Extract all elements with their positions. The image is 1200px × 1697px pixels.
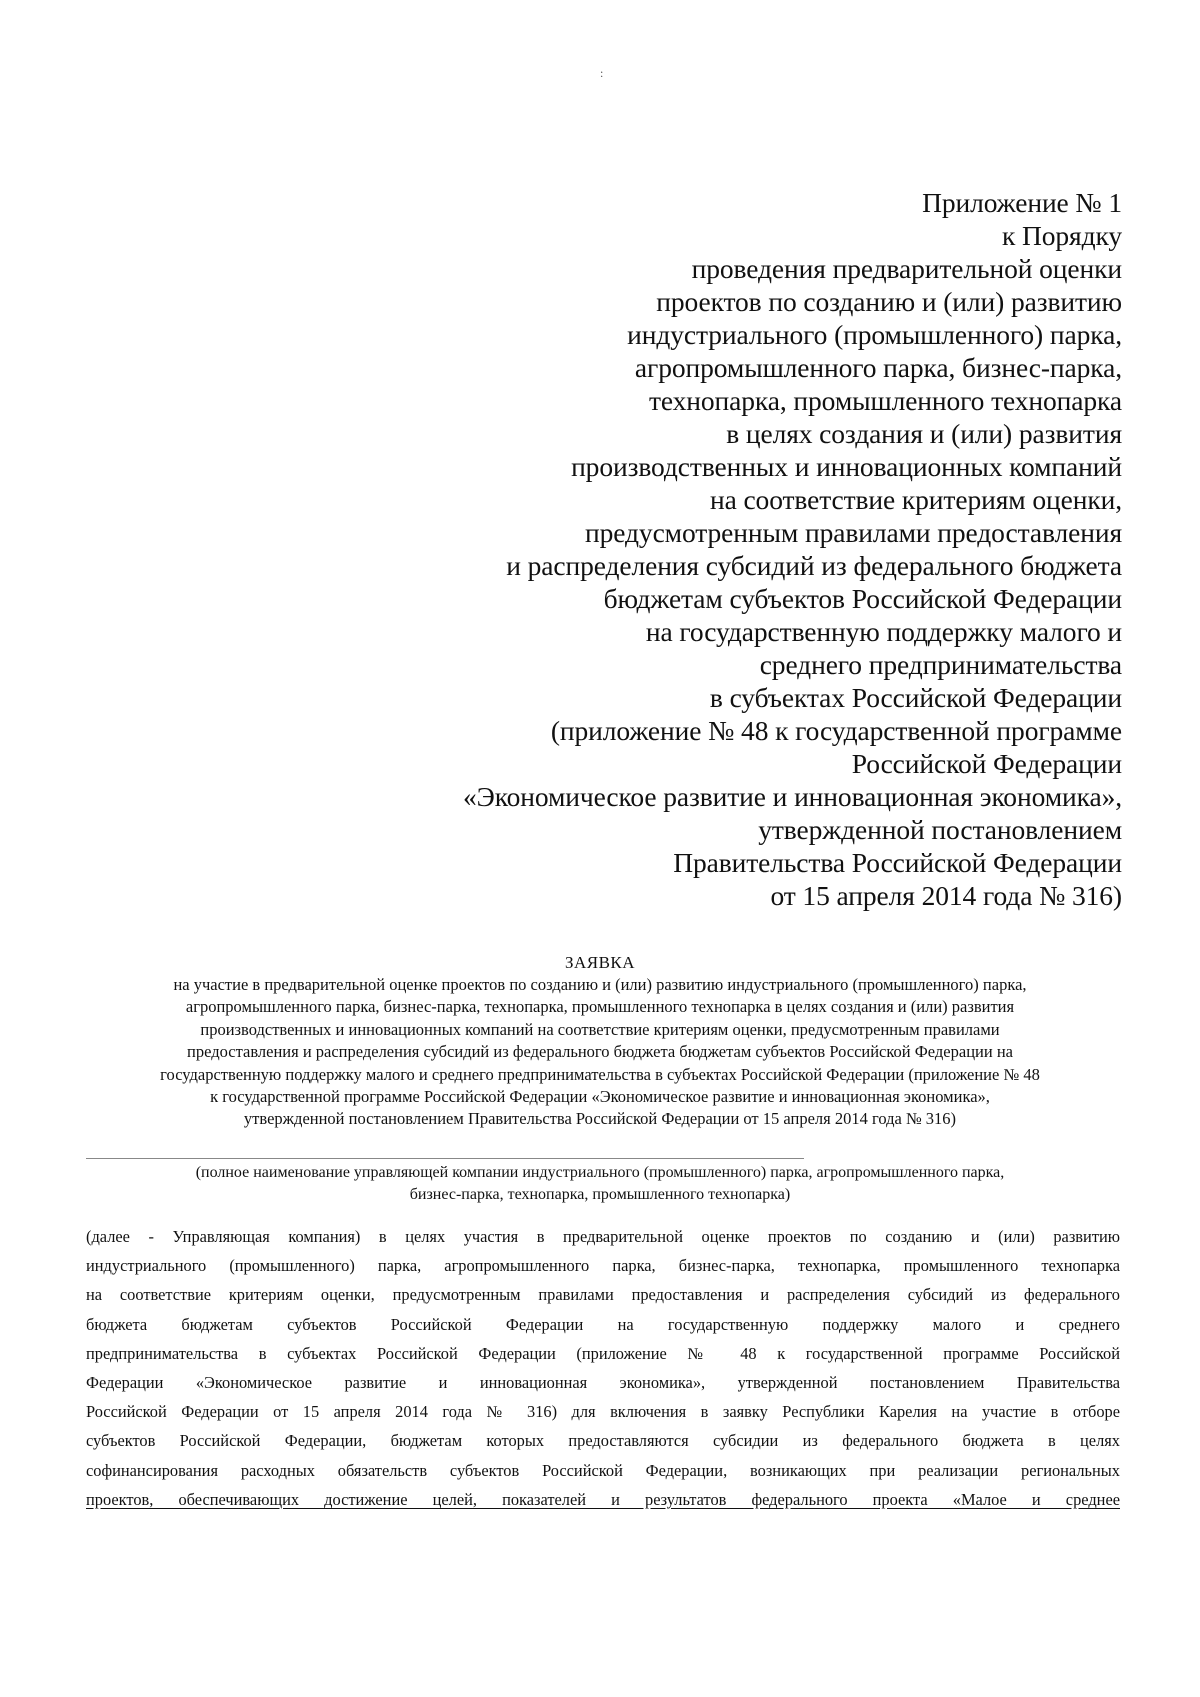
company-name-caption: [80, 1162, 1120, 1205]
appendix-header-line: от 15 апреля 2014 года № 316): [770, 880, 1122, 911]
appendix-header-line: утвержденной постановлением: [758, 814, 1122, 845]
appendix-header-line: среднего предпринимательства: [759, 649, 1122, 680]
application-subtitle-line: производственных и инновационных компаний на соответствие критериям оценки, предусмотренным правилами: [200, 1019, 1000, 1039]
appendix-header-line: технопарка, промышленного технопарка: [648, 385, 1122, 416]
body-line: на соответствие критериям оценки, предусмотренным правилами предоставления и распределения субсидий из федерального: [86, 1285, 1120, 1305]
appendix-header-line: Приложение № 1: [922, 187, 1122, 218]
appendix-header-line: и распределения субсидий из федерального бюджета: [506, 550, 1122, 581]
appendix-header-line: агропромышленного парка, бизнес-парка,: [634, 352, 1122, 383]
appendix-header-line: Российской Федерации: [851, 748, 1122, 779]
appendix-header: [362, 186, 1122, 912]
application-subtitle-line: агропромышленного парка, бизнес-парка, технопарка, промышленного технопарка в целях создания и (или) развития: [185, 997, 1015, 1017]
body-line: софинансирования расходных обязательств субъектов Российской Федерации, возникающих при реализации региональных: [86, 1460, 1120, 1480]
application-subtitle-line: государственную поддержку малого и среднего предпринимательства в субъектах Российской Федерации (приложение № 48: [160, 1064, 1040, 1084]
application-body: [86, 1222, 1120, 1514]
body-line: Российской Федерации от 15 апреля 2014 года № 316) для включения в заявку Республики Карелия на участие в отборе: [86, 1402, 1120, 1422]
body-line: индустриального (промышленного) парка, агропромышленного парка, бизнес-парка, технопарка, промышленного технопарка: [86, 1256, 1120, 1276]
application-title-block: [80, 952, 1120, 1131]
appendix-header-line: в субъектах Российской Федерации: [709, 682, 1122, 713]
company-name-caption-line: (полное наименование управляющей компании индустриального (промышленного) парка, агропромышленного парка,: [195, 1164, 1005, 1181]
appendix-header-line: проектов по созданию и (или) развитию: [656, 286, 1122, 317]
appendix-header-line: на соответствие критериям оценки,: [709, 484, 1122, 515]
body-line-underlined: проектов, обеспечивающих достижение целей, показателей и результатов федерального проекта «Малое и среднее: [86, 1489, 1120, 1509]
company-name-blank-line: [86, 1158, 804, 1159]
application-title: ЗАЯВКА: [564, 953, 636, 972]
appendix-header-line: к Порядку: [1001, 220, 1122, 251]
company-name-caption-line: бизнес-парка, технопарка, промышленного технопарка): [409, 1185, 791, 1203]
appendix-header-line: индустриального (промышленного) парка,: [627, 319, 1122, 350]
application-subtitle-line: на участие в предварительной оценке проектов по созданию и (или) развитию индустриального (промышленного) парка,: [173, 975, 1027, 994]
body-line: (далее - Управляющая компания) в целях участия в предварительной оценке проектов по созданию и (или) развитию: [86, 1227, 1120, 1246]
application-subtitle-line: утвержденной постановлением Правительства Российской Федерации от 15 апреля 2014 года № 316): [243, 1109, 957, 1129]
appendix-header-line: бюджетам субъектов Российской Федерации: [603, 583, 1122, 614]
appendix-header-line: предусмотренным правилами предоставления: [585, 517, 1122, 548]
appendix-header-line: «Экономическое развитие и инновационная экономика»,: [463, 781, 1122, 812]
body-line: предпринимательства в субъектах Российской Федерации (приложение № 48 к государственной программе Российской: [86, 1343, 1120, 1363]
appendix-header-line: производственных и инновационных компаний: [571, 451, 1122, 482]
appendix-header-line: Правительства Российской Федерации: [673, 847, 1122, 878]
body-line: субъектов Российской Федерации, бюджетам которых предоставляются субсидии из федерального бюджета в целях: [86, 1431, 1120, 1451]
application-subtitle-line: к государственной программе Российской Федерации «Экономическое развитие и инновационная экономика»,: [210, 1087, 990, 1107]
body-line: бюджета бюджетам субъектов Российской Федерации на государственную поддержку малого и среднего: [86, 1314, 1120, 1334]
appendix-header-line: в целях создания и (или) развития: [726, 418, 1122, 449]
appendix-header-line: проведения предварительной оценки: [691, 253, 1122, 284]
application-subtitle-line: предоставления и распределения субсидий из федерального бюджета бюджетам субъектов Российской Федерации на: [187, 1042, 1013, 1062]
scan-mark: :: [600, 66, 604, 80]
appendix-header-line: (приложение № 48 к государственной программе: [550, 715, 1122, 746]
appendix-header-line: на государственную поддержку малого и: [645, 616, 1122, 647]
body-line: Федерации «Экономическое развитие и инновационная экономика», утвержденной постановлением Правительства: [86, 1373, 1120, 1393]
application-subtitle: [80, 974, 1120, 1131]
